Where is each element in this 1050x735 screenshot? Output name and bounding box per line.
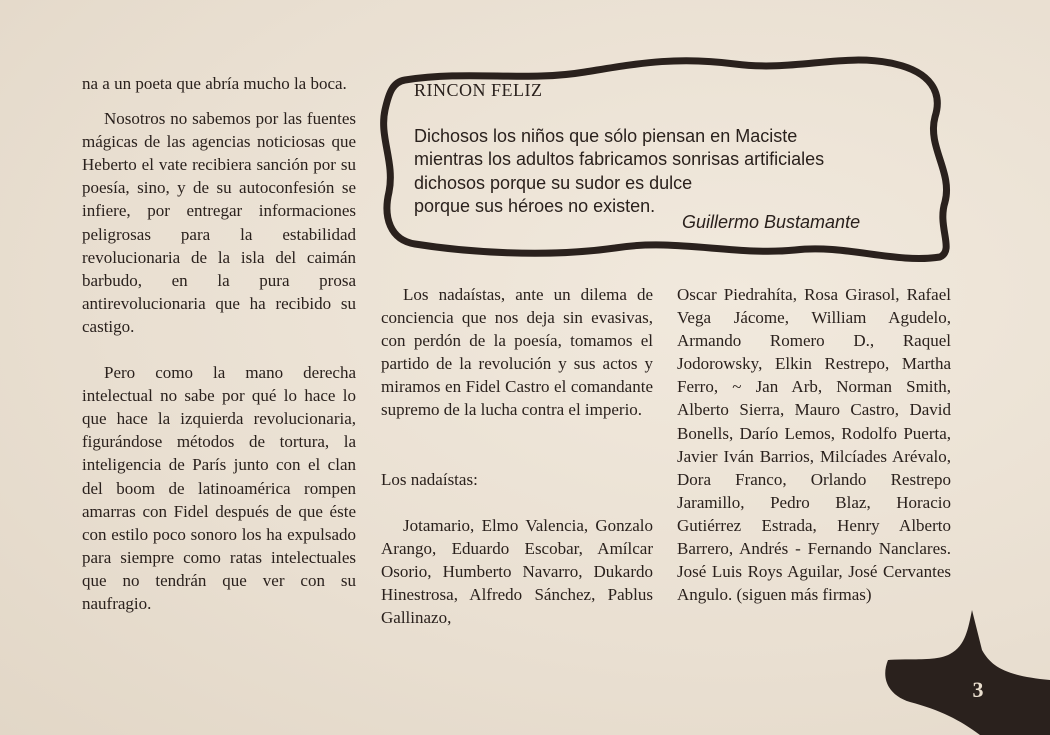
- page-corner-shape: [880, 610, 1050, 735]
- box-author: Guillermo Bustamante: [682, 212, 861, 232]
- poem-line: dichosos porque su sudor es dulce: [414, 172, 693, 193]
- left-paragraph-2: Nosotros no sabemos por las fuentes mágicas de las agencias noticiosas que Heberto el vate recibiera sanción por su poesía, sino, y de su autoconfesión se infiere, por entregar informaciones peligrosas para la estabilidad revolucionaria de la isla del caimán barbudo, en la pura prosa antirevolucionaria que ha recibido su castigo.: [82, 109, 356, 336]
- middle-paragraph-3: Jotamario, Elmo Valencia, Gonzalo Arango, Eduardo Escobar, Amílcar Osorio, Humberto Navarro, Dukardo Hinestrosa, Alfredo Sánchez, Pablus Gallinazo,: [381, 515, 653, 628]
- box-title: RINCON FELIZ: [414, 80, 543, 100]
- middle-text-column: [381, 283, 653, 629]
- right-paragraph-1: Oscar Piedrahíta, Rosa Girasol, Rafael Vega Jácome, William Agudelo, Armando Romero D., Raquel Jodorowsky, Elkin Restrepo, Martha Ferro, ~ Jan Arb, Norman Smith, Alberto Sierra, Mauro Castro, David Bonells, Darío Lemos, Rodolfo Puerta, Javier Iván Barrios, Milcíades Arévalo, Dora Franco, Orlando Restrepo Jaramillo, Pedro Blaz, Horacio Gutiérrez Estrada, Henry Alberto Barrero, Andrés - Fernando Nanclares. José Luis Roys Aguilar, José Cervantes Angulo. (siguen más firmas): [677, 285, 951, 605]
- poem-line: Dichosos los niños que sólo piensan en Maciste: [414, 126, 798, 146]
- page-number: 3: [972, 677, 984, 702]
- middle-paragraph-1: Los nadaístas, ante un dilema de conciencia que nos deja sin evasivas, con perdón de la poesía, tomamos el partido de la revolución y sus actos y miramos en Fidel Castro el comandante supremo de la lucha contra el imperio.: [381, 285, 653, 420]
- poem-line: porque sus héroes no existen.: [414, 195, 656, 216]
- middle-paragraph-2: Los nadaístas:: [381, 469, 478, 489]
- poem-line: mientras los adultos fabricamos sonrisas artificiales: [414, 149, 825, 170]
- box-poem: [414, 125, 914, 218]
- left-text-column: [82, 72, 356, 615]
- right-text-column: [677, 283, 951, 606]
- left-paragraph-1: na a un poeta que abría mucho la boca.: [82, 74, 347, 93]
- left-paragraph-3: Pero como la mano derecha intelectual no sabe por qué lo hace lo que hace la izquierda revolucionaria, figurándose métodos de tortura, la inteligencia de París junto con el clan del boom de latinoamérica rompen amarras con Fidel después de que éste con estilo poco sonoro los ha expulsado para siempre como ratas intelectuales que no tendrán que ver con su naufragio.: [82, 363, 356, 613]
